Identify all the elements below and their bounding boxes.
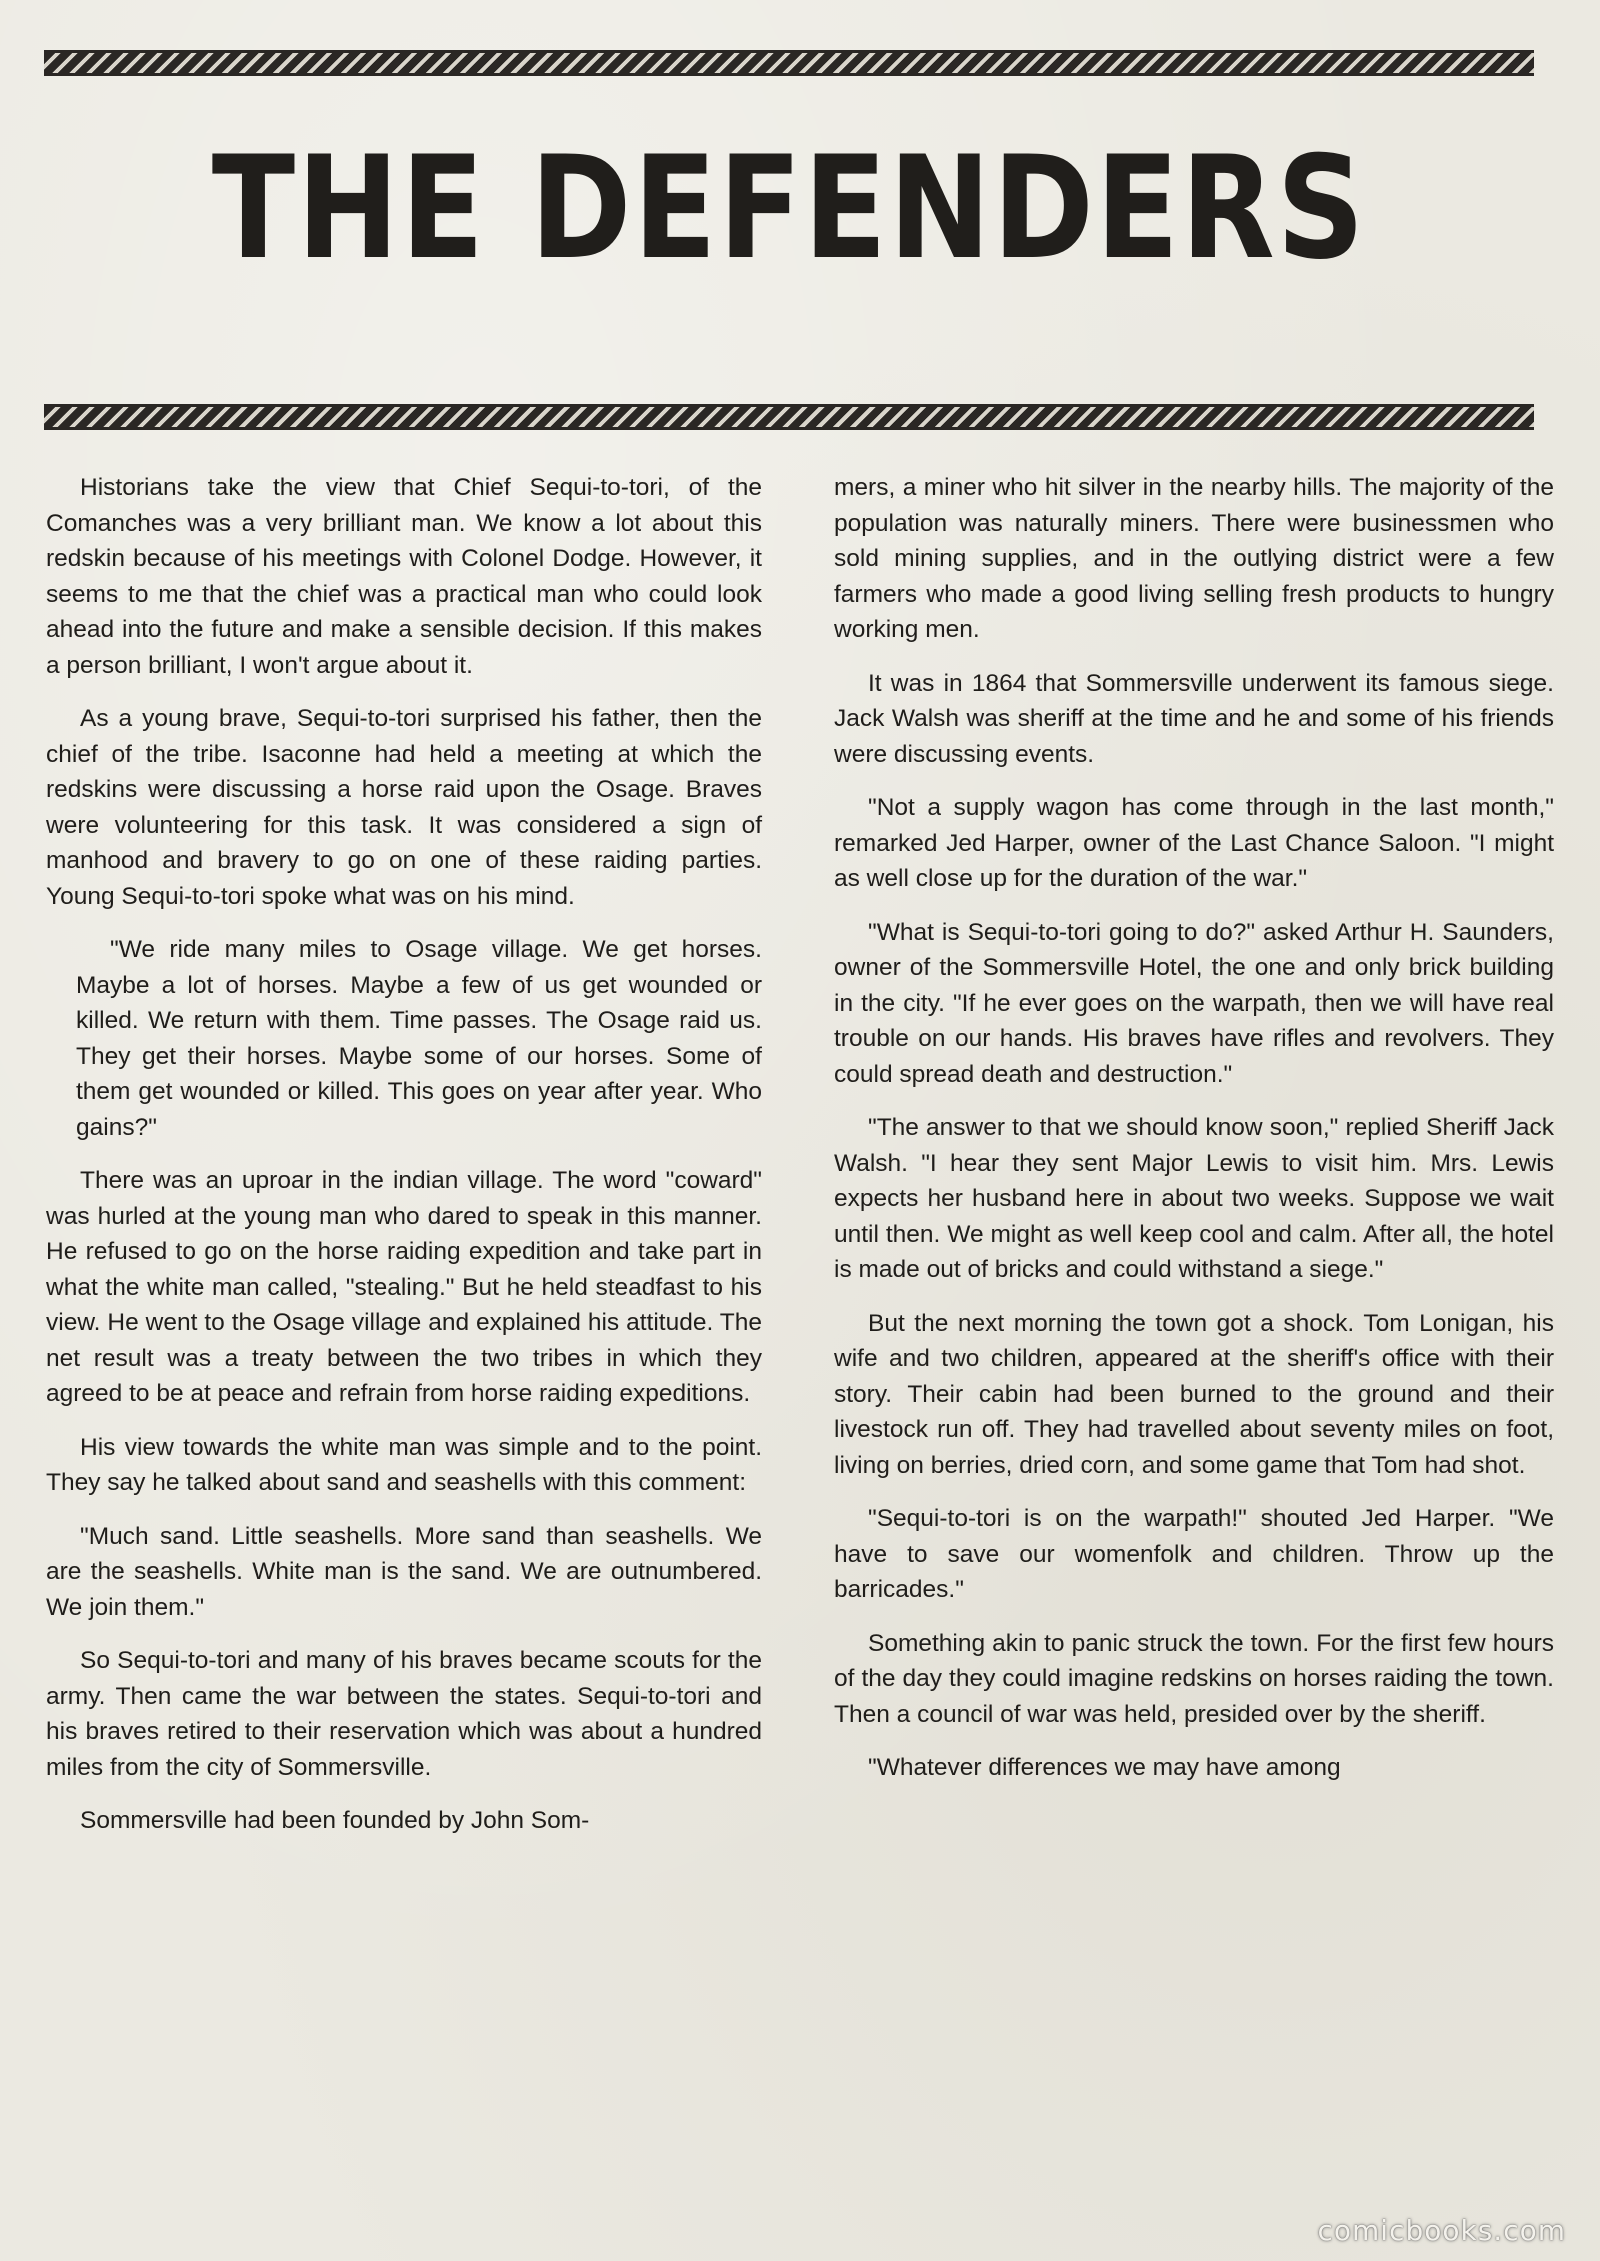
paragraph: "Whatever differences we may have among xyxy=(868,1754,1341,1781)
paragraph: As a young brave, Sequi-to-tori surprised his father, then the chief of the tribe. Isaconne had held a meeting at which the redskins were discussing a horse raid upon the Osage. Braves were volunteering for this task. It was considered a sign of manhood and bravery to go on one of these raiding parties. Young Sequi-to-tori spoke what was on his mind. xyxy=(46,705,762,910)
paragraph: "Sequi-to-tori is on the warpath!" shouted Jed Harper. "We have to save our womenfolk and children. Throw up the barricades." xyxy=(834,1505,1554,1603)
right-column xyxy=(834,470,1554,2220)
paragraph: It was in 1864 that Sommersville underwent its famous siege. Jack Walsh was sheriff at the time and he and some of his friends were discussing events. xyxy=(834,669,1554,768)
paragraph: So Sequi-to-tori and many of his braves became scouts for the army. Then came the war between the states. Sequi-to-tori and his braves retired to their reservation which was about a hundred miles from the city of Sommersville. xyxy=(46,1647,762,1781)
left-column xyxy=(46,470,762,2220)
page-title: THE DEFENDERS xyxy=(211,126,1367,291)
paragraph: "Not a supply wagon has come through in the last month," remarked Jed Harper, owner of the Last Chance Saloon. "I might as well close up for the duration of the war." xyxy=(834,794,1554,892)
article-columns xyxy=(46,470,1554,2220)
rope-border-top xyxy=(44,50,1534,76)
rope-border-bottom xyxy=(44,404,1534,430)
paragraph: But the next morning the town got a shock. Tom Lonigan, his wife and two children, appeared at the sheriff's office with their story. Their cabin had been burned to the ground and their livestock run off. They had travelled about seventy miles on foot, living on berries, dried corn, and some game that Tom had shot. xyxy=(834,1309,1554,1479)
paragraph: Something akin to panic struck the town. For the first few hours of the day they could imagine redskins on horses raiding the town. Then a council of war was held, presided over by the sheriff. xyxy=(834,1629,1554,1728)
paragraph: "We ride many miles to Osage village. We get horses. Maybe a lot of horses. Maybe a few of us get wounded or killed. We return with them. Time passes. The Osage raid us. They get their horses. Maybe some of our horses. Some of them get wounded or killed. This goes on year after year. Who gains?" xyxy=(76,936,762,1141)
paragraph: "What is Sequi-to-tori going to do?" asked Arthur H. Saunders, owner of the Sommersville Hotel, the one and only brick building in the city. "If he ever goes on the warpath, then we will have real trouble on our hands. His braves have rifles and revolvers. They could spread death and destruction." xyxy=(834,918,1554,1088)
paragraph: His view towards the white man was simple and to the point. They say he talked about sand and seashells with this comment: xyxy=(46,1433,762,1496)
paragraph: Sommersville had been founded by John Som- xyxy=(80,1807,590,1834)
paragraph: "Much sand. Little seashells. More sand than seashells. We are the seashells. White man is the sand. We are outnumbered. We join them." xyxy=(46,1522,762,1621)
paragraph: There was an uproar in the indian village. The word "coward" was hurled at the young man who dared to speak in this manner. He refused to go on the horse raiding expedition and take part in what the white man called, "stealing." But he held steadfast to his view. He went to the Osage village and explained his attitude. The net result was a treaty between the two tribes in which they agreed to be at peace and refrain from horse raiding expeditions. xyxy=(46,1167,762,1407)
paragraph: "The answer to that we should know soon," replied Sheriff Jack Walsh. "I hear they sent Major Lewis to visit him. Mrs. Lewis expects her husband here in about two weeks. Suppose we wait until then. We might as well keep cool and calm. After all, the hotel is made out of bricks and could withstand a siege." xyxy=(834,1114,1554,1283)
paragraph: Historians take the view that Chief Sequi-to-tori, of the Comanches was a very brilliant man. We know a lot about this redskin because of his meetings with Colonel Dodge. However, it seems to me that the chief was a practical man who could look ahead into the future and make a sensible decision. If this makes a person brilliant, I won't argue about it. xyxy=(46,474,762,679)
paragraph: mers, a miner who hit silver in the nearby hills. The majority of the population was naturally miners. There were businessmen who sold mining supplies, and in the outlying district were a few farmers who made a good living selling fresh products to hungry working men. xyxy=(834,474,1554,643)
watermark: comicbooks.com xyxy=(1317,2214,1566,2247)
